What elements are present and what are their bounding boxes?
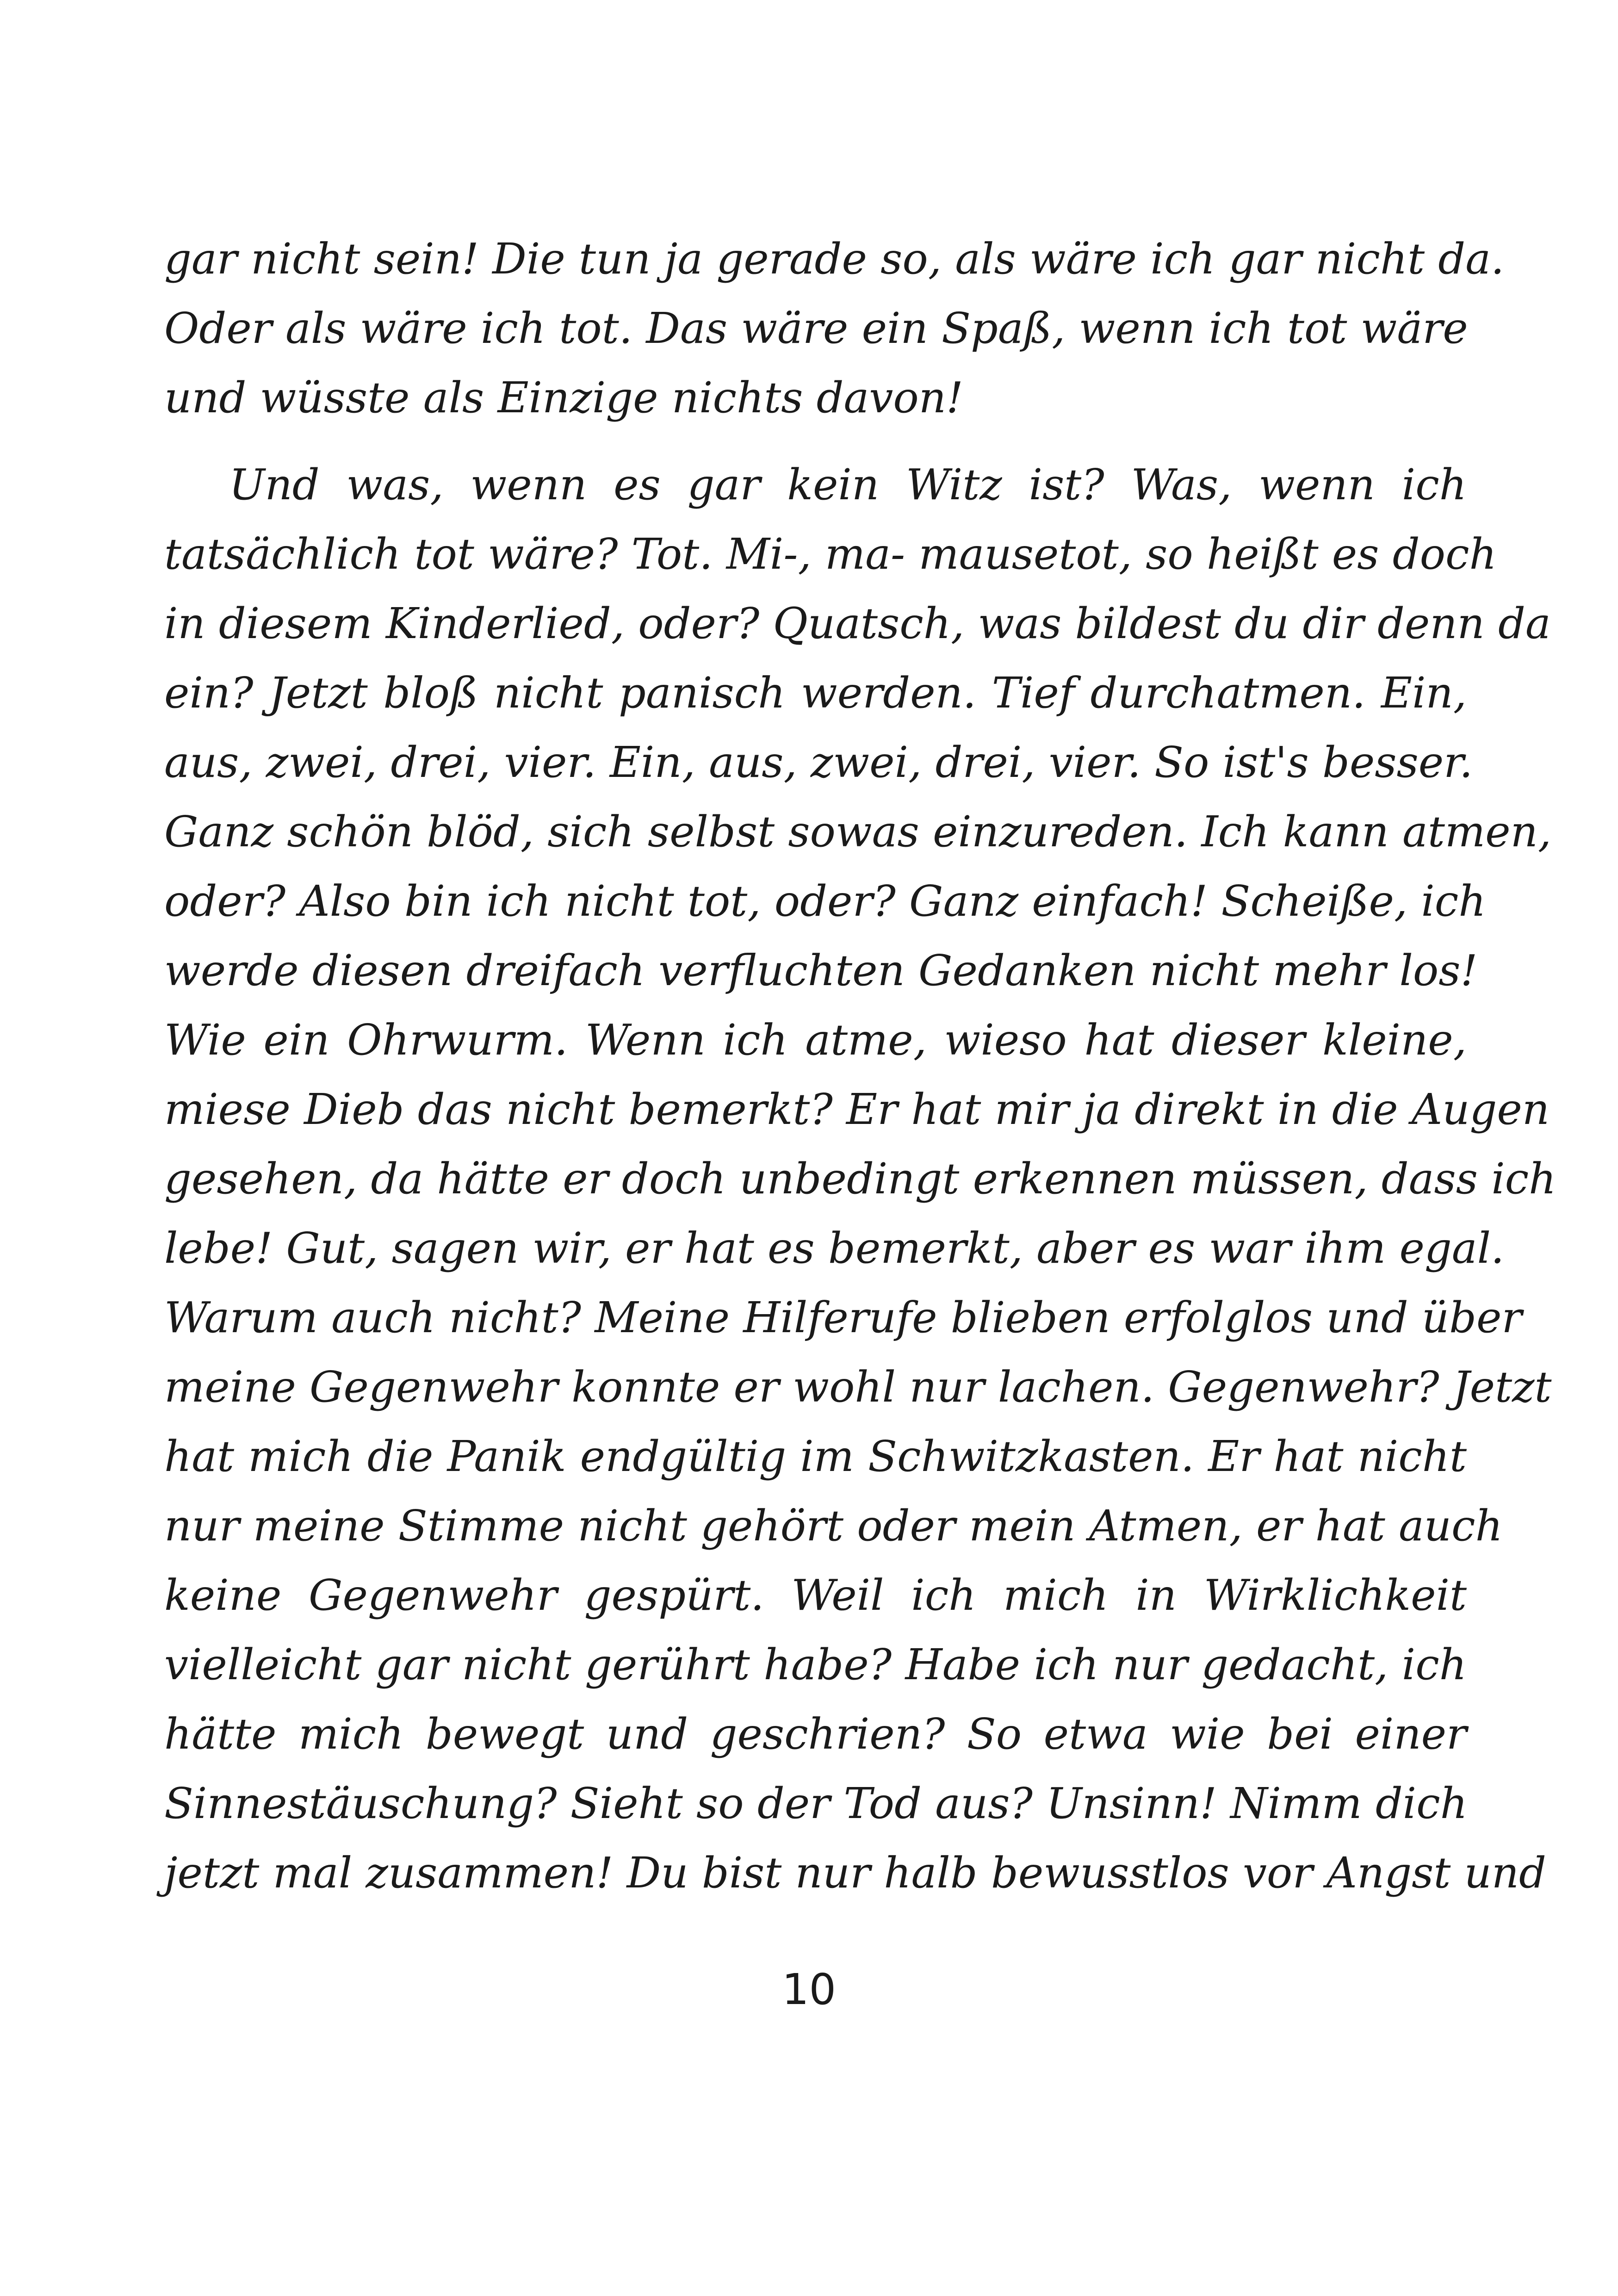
text-line: tatsächlich tot wäre? Tot. Mi-, ma- mausetot, so heißt es doch <box>164 529 1497 579</box>
text-line: Warum auch nicht? Meine Hilferufe blieben erfolglos und über <box>164 1293 1522 1342</box>
text-line: ein? Jetzt bloß nicht panisch werden. Tief durchatmen. Ein, <box>164 668 1467 718</box>
text-line: hat mich die Panik endgültig im Schwitzkasten. Er hat nicht <box>164 1432 1467 1481</box>
text-line: Oder als wäre ich tot. Das wäre ein Spaß, wenn ich tot wäre <box>164 304 1468 353</box>
text-line: werde diesen dreifach verfluchten Gedanken nicht mehr los! <box>164 946 1478 995</box>
text-line: Wie ein Ohrwurm. Wenn ich atme, wieso hat dieser kleine, <box>164 1015 1467 1065</box>
page-number: 10 <box>781 1965 837 2014</box>
text-line: nur meine Stimme nicht gehört oder mein Atmen, er hat auch <box>164 1501 1503 1551</box>
text-line: keine Gegenwehr gespürt. Weil ich mich in Wirklichkeit <box>164 1570 1467 1620</box>
text-line: und wüsste als Einzige nichts davon! <box>164 373 963 422</box>
text-line: jetzt mal zusammen! Du bist nur halb bewusstlos vor Angst und <box>164 1848 1546 1898</box>
text-line: in diesem Kinderlied, oder? Quatsch, was bildest du dir denn da <box>164 599 1551 648</box>
text-line: meine Gegenwehr konnte er wohl nur lachen. Gegenwehr? Jetzt <box>164 1362 1552 1412</box>
text-line: gesehen, da hätte er doch unbedingt erkennen müssen, dass ich <box>164 1154 1556 1204</box>
paragraph-gap <box>164 433 1467 450</box>
text-line: Sinnestäuschung? Sieht so der Tod aus? Unsinn! Nimm dich <box>164 1779 1468 1828</box>
text-line: miese Dieb das nicht bemerkt? Er hat mir ja direkt in die Augen <box>164 1085 1550 1134</box>
text-line: gar nicht sein! Die tun ja gerade so, als wäre ich gar nicht da. <box>164 234 1505 284</box>
body-text <box>164 224 1556 1908</box>
text-line: lebe! Gut, sagen wir, er hat es bemerkt, aber es war ihm egal. <box>164 1223 1505 1273</box>
text-line: hätte mich bewegt und geschrien? So etwa wie bei einer <box>164 1709 1467 1759</box>
text-line: vielleicht gar nicht gerührt habe? Habe ich nur gedacht, ich <box>164 1640 1467 1689</box>
text-line: aus, zwei, drei, vier. Ein, aus, zwei, drei, vier. So ist's besser. <box>164 738 1473 787</box>
text-line: Und was, wenn es gar kein Witz ist? Was, wenn ich <box>229 460 1467 509</box>
text-line: oder? Also bin ich nicht tot, oder? Ganz einfach! Scheiße, ich <box>164 876 1486 926</box>
text-line: Ganz schön blöd, sich selbst sowas einzureden. Ich kann atmen, <box>164 807 1552 856</box>
